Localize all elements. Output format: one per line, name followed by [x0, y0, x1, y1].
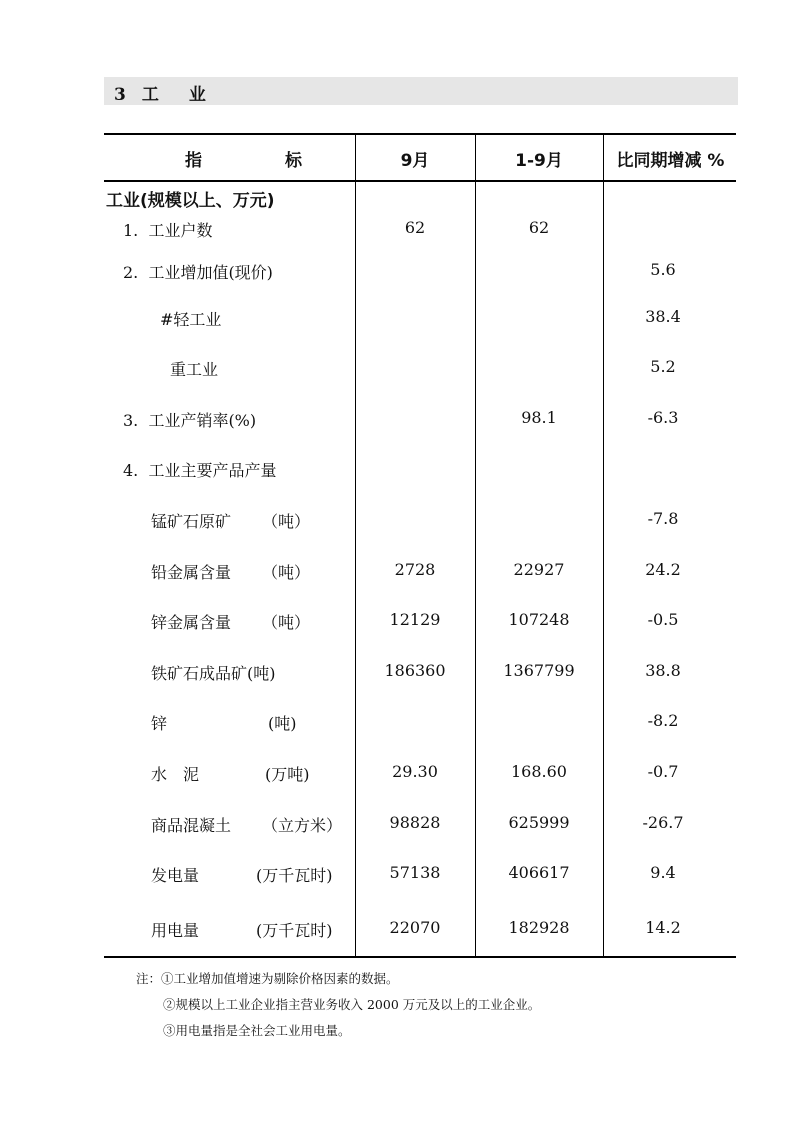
cell-september: 62 [404, 218, 426, 237]
cell-yoy-change: -6.3 [647, 408, 679, 427]
cell-september: 29.30 [392, 762, 438, 781]
row-label: 锌金属含量 [151, 613, 232, 632]
table-header-rule [104, 180, 736, 182]
table-row [0, 408, 793, 432]
table-row [0, 357, 793, 381]
cell-jan-sep: 62 [528, 218, 550, 237]
table-row [0, 863, 793, 887]
header-indicator-char-2: 标 [285, 151, 302, 171]
row-label: 铁矿石成品矿(吨) [151, 664, 276, 683]
cell-september: 98828 [389, 813, 441, 832]
cell-yoy-change: 38.8 [645, 661, 681, 680]
table-row [0, 610, 793, 634]
header-indicator-char-1: 指 [185, 151, 202, 171]
table-bottom-rule [104, 956, 736, 958]
cell-jan-sep: 406617 [508, 863, 570, 882]
row-label: 2. 工业增加值(现价) [123, 263, 273, 282]
cell-jan-sep: 98.1 [521, 408, 557, 427]
cell-yoy-change: -0.5 [647, 610, 679, 629]
section-number: 3 [114, 85, 126, 105]
table-row [0, 711, 793, 735]
cell-jan-sep: 182928 [508, 918, 570, 937]
row-label: #轻工业 [160, 310, 222, 329]
cell-yoy-change: -0.7 [647, 762, 679, 781]
header-september: 9月 [400, 151, 430, 171]
cell-jan-sep: 168.60 [511, 762, 567, 781]
section-title [114, 80, 206, 105]
footnote-1 [136, 966, 540, 992]
cell-yoy-change: 38.4 [645, 307, 681, 326]
cell-september: 186360 [384, 661, 446, 680]
table-row [0, 918, 793, 942]
row-label: 4. 工业主要产品产量 [123, 461, 277, 480]
row-unit: (万千瓦时) [256, 866, 333, 885]
table-row [0, 307, 793, 331]
row-unit: (万吨) [265, 765, 310, 784]
cell-yoy-change: -7.8 [647, 509, 679, 528]
table-row [0, 458, 793, 482]
cell-yoy-change: 9.4 [650, 863, 676, 882]
cell-september: 57138 [389, 863, 441, 882]
group-title: 工业(规模以上、万元) [106, 191, 275, 211]
cell-yoy-change: -8.2 [647, 711, 679, 730]
section-title-char-1: 工 [141, 85, 159, 105]
cell-jan-sep: 107248 [508, 610, 570, 629]
row-label: 锌 [151, 714, 168, 733]
cell-yoy-change: 24.2 [645, 560, 681, 579]
row-unit: （立方米） [262, 816, 343, 835]
footnote-3: ③用电量指是全社会工业用电量。 [163, 1023, 351, 1038]
table-row [0, 218, 793, 242]
table-row [0, 560, 793, 584]
section-title-char-2: 业 [188, 85, 206, 105]
header-yoy-change: 比同期增减 % [616, 151, 725, 171]
row-label: 1. 工业户数 [123, 221, 213, 240]
table-row [0, 260, 793, 284]
cell-jan-sep: 1367799 [503, 661, 575, 680]
row-unit: (万千瓦时) [256, 921, 333, 940]
footnotes [136, 966, 540, 1044]
footnote-prefix: 注： [136, 971, 162, 986]
table-row [0, 661, 793, 685]
header-jan-sep: 1-9月 [515, 151, 563, 171]
cell-yoy-change: 14.2 [645, 918, 681, 937]
cell-september: 12129 [389, 610, 441, 629]
table-row [0, 762, 793, 786]
cell-yoy-change: -26.7 [642, 813, 684, 832]
row-label: 铅金属含量 [151, 563, 232, 582]
cell-jan-sep: 22927 [513, 560, 565, 579]
footnote-text-1: ①工业增加值增速为剔除价格因素的数据。 [161, 971, 399, 986]
row-label: 商品混凝土 [151, 816, 232, 835]
row-label: 用电量 [151, 921, 200, 940]
row-label: 发电量 [151, 866, 200, 885]
row-unit: （吨） [262, 563, 311, 582]
footnote-2: ②规模以上工业企业指主营业务收入 2000 万元及以上的工业企业。 [163, 997, 541, 1012]
row-label: 3. 工业产销率(%) [123, 411, 257, 430]
row-label: 水 泥 [151, 765, 200, 784]
cell-yoy-change: 5.6 [650, 260, 676, 279]
row-label: 锰矿石原矿 [151, 512, 232, 531]
row-unit: （吨） [262, 512, 311, 531]
row-label: 重工业 [170, 360, 219, 379]
cell-september: 2728 [394, 560, 436, 579]
cell-jan-sep: 625999 [508, 813, 570, 832]
row-unit: （吨） [262, 613, 311, 632]
cell-september: 22070 [389, 918, 441, 937]
table-row [0, 813, 793, 837]
row-unit: (吨) [268, 714, 297, 733]
cell-yoy-change: 5.2 [650, 357, 676, 376]
table-row [0, 509, 793, 533]
section-header-bar [104, 77, 738, 105]
table-top-rule [104, 133, 736, 135]
